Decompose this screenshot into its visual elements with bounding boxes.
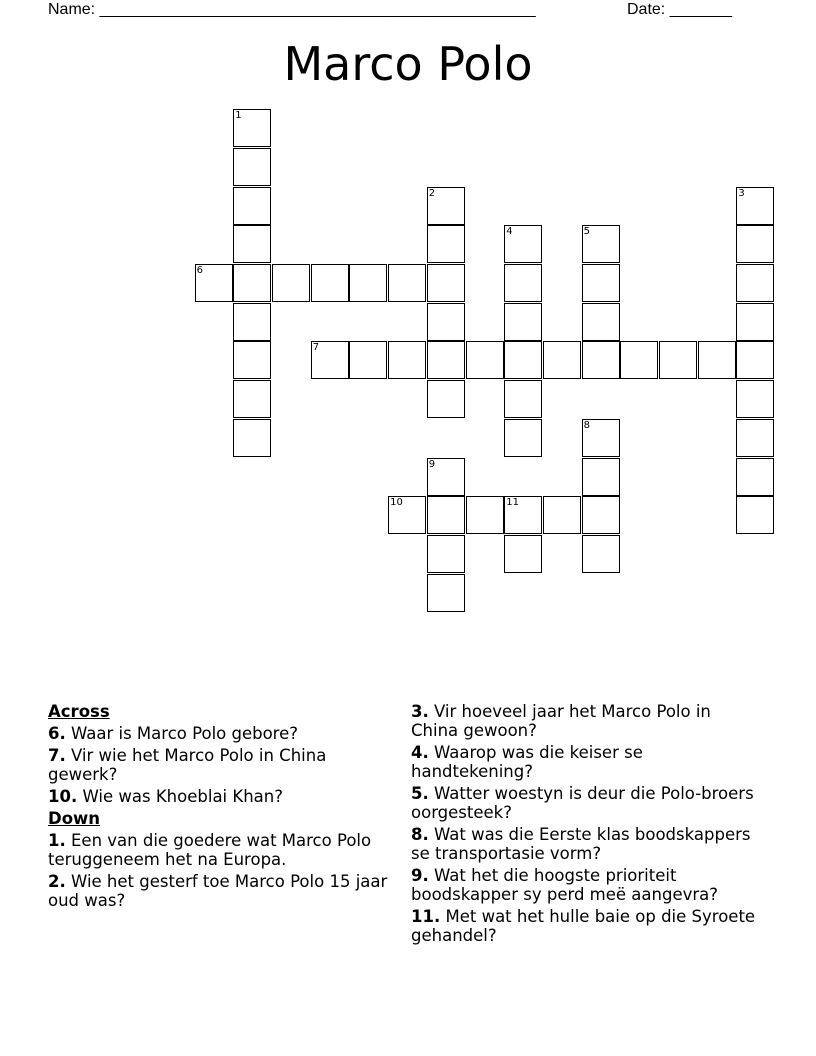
- clue-text: Wat het die hoogste prioriteit boodskapper sy perd meë aangevra?: [411, 866, 719, 904]
- cell-number: 3: [738, 187, 745, 199]
- clue-number: 6.: [48, 724, 66, 743]
- clue-across-10: [48, 787, 388, 806]
- cell-number: 7: [312, 342, 320, 354]
- cell-number: 6: [196, 265, 203, 276]
- grid-cell[interactable]: [233, 187, 271, 225]
- grid-cell[interactable]: [620, 341, 658, 379]
- clue-text: Een van die goedere wat Marco Polo teruggeneem het na Europa.: [48, 831, 372, 869]
- grid-cell[interactable]: [736, 341, 774, 379]
- page-title: Marco Polo: [283, 37, 533, 91]
- grid-cell[interactable]: [427, 496, 465, 534]
- grid-cell[interactable]: [504, 264, 542, 302]
- clue-number: 4.: [411, 743, 429, 762]
- grid-cell[interactable]: [233, 264, 271, 302]
- clue-down-4: [411, 743, 756, 781]
- grid-cell[interactable]: [504, 303, 542, 341]
- grid-cell[interactable]: [736, 225, 774, 263]
- clue-text: Wie het gesterf toe Marco Polo 15 jaar oud was?: [48, 872, 388, 910]
- grid-cell-1[interactable]: [233, 109, 271, 147]
- cell-number: 4: [506, 226, 513, 238]
- clue-number: 10.: [48, 787, 78, 806]
- clue-number: 1.: [48, 831, 66, 850]
- grid-cell-3[interactable]: [736, 187, 774, 225]
- clue-down-1: [48, 831, 388, 869]
- grid-cell[interactable]: [659, 341, 697, 379]
- clue-down-3: [411, 702, 756, 740]
- clue-number: 8.: [411, 825, 429, 844]
- grid-cell[interactable]: [698, 341, 736, 379]
- grid-cell[interactable]: [736, 419, 774, 457]
- cell-number: 2: [428, 187, 436, 199]
- down-heading: Down: [48, 809, 101, 828]
- date-field: Date: _______: [627, 1, 732, 18]
- grid-cell-11[interactable]: [504, 496, 542, 534]
- cell-number: 10: [390, 497, 403, 509]
- grid-cell[interactable]: [504, 341, 542, 379]
- clue-across-6: [48, 724, 388, 743]
- grid-cell[interactable]: [736, 264, 774, 302]
- grid-cell-5[interactable]: [582, 225, 620, 263]
- grid-cell-7[interactable]: [311, 341, 349, 379]
- grid-cell[interactable]: [233, 225, 271, 263]
- clue-text: Met wat het hulle baie op die Syroete gehandel?: [411, 907, 756, 945]
- clue-down-11: [411, 907, 756, 945]
- grid-cell[interactable]: [349, 341, 387, 379]
- clue-text: Watter woestyn is deur die Polo-broers oorgesteek?: [411, 784, 754, 822]
- grid-cell-6[interactable]: [195, 264, 233, 302]
- grid-cell[interactable]: [233, 380, 271, 418]
- grid-cell[interactable]: [504, 380, 542, 418]
- grid-cell[interactable]: [427, 341, 465, 379]
- clues-right-column: [411, 702, 756, 948]
- grid-cell[interactable]: [736, 458, 774, 496]
- grid-cell[interactable]: [582, 496, 620, 534]
- clue-text: Vir wie het Marco Polo in China gewerk?: [48, 746, 327, 784]
- clue-number: 9.: [411, 866, 429, 885]
- grid-cell-9[interactable]: [427, 458, 465, 496]
- grid-cell[interactable]: [233, 148, 271, 186]
- grid-cell[interactable]: [427, 380, 465, 418]
- cell-number: 1: [235, 110, 242, 122]
- grid-cell-8[interactable]: [582, 419, 620, 457]
- grid-cell[interactable]: [582, 341, 620, 379]
- name-field: Name: _________________________________________________: [48, 1, 536, 18]
- grid-cell[interactable]: [272, 264, 310, 302]
- clue-down-9: [411, 866, 756, 904]
- clue-number: 2.: [48, 872, 66, 891]
- grid-cell[interactable]: [427, 225, 465, 263]
- clue-down-2: [48, 872, 388, 910]
- grid-cell[interactable]: [582, 458, 620, 496]
- grid-cell-2[interactable]: [427, 187, 465, 225]
- grid-cell[interactable]: [466, 341, 504, 379]
- clue-number: 7.: [48, 746, 66, 765]
- grid-cell[interactable]: [388, 264, 426, 302]
- grid-cell[interactable]: [349, 264, 387, 302]
- cell-number: 9: [428, 458, 436, 470]
- grid-cell[interactable]: [736, 303, 774, 341]
- clue-text: Waarop was die keiser se handtekening?: [411, 743, 643, 781]
- grid-cell[interactable]: [543, 496, 581, 534]
- grid-cell[interactable]: [582, 303, 620, 341]
- grid-cell[interactable]: [543, 341, 581, 379]
- grid-cell[interactable]: [427, 574, 465, 612]
- clue-down-5: [411, 784, 756, 822]
- grid-cell[interactable]: [427, 303, 465, 341]
- clues-left-column: [48, 702, 388, 913]
- cell-number: 5: [583, 226, 590, 238]
- clue-text: Wie was Khoeblai Khan?: [77, 787, 283, 806]
- across-heading: Across: [48, 702, 110, 721]
- clue-text: Vir hoeveel jaar het Marco Polo in China gewoon?: [411, 702, 711, 740]
- grid-cell[interactable]: [233, 341, 271, 379]
- grid-cell[interactable]: [388, 341, 426, 379]
- grid-cell[interactable]: [233, 419, 271, 457]
- grid-cell[interactable]: [736, 380, 774, 418]
- grid-cell[interactable]: [582, 264, 620, 302]
- clue-text: Wat was die Eerste klas boodskappers se transportasie vorm?: [411, 825, 751, 863]
- clue-across-7: [48, 746, 388, 784]
- clue-text: Waar is Marco Polo gebore?: [65, 724, 299, 743]
- grid-cell[interactable]: [311, 264, 349, 302]
- clue-number: 11.: [411, 907, 441, 926]
- grid-cell-10[interactable]: [388, 496, 426, 534]
- grid-cell[interactable]: [466, 496, 504, 534]
- grid-cell[interactable]: [504, 419, 542, 457]
- clue-number: 3.: [411, 702, 429, 721]
- clue-down-8: [411, 825, 756, 863]
- grid-cell-4[interactable]: [504, 225, 542, 263]
- cell-number: 8: [583, 419, 590, 431]
- grid-cell[interactable]: [582, 535, 620, 573]
- clue-number: 5.: [411, 784, 429, 803]
- grid-cell[interactable]: [504, 535, 542, 573]
- grid-cell[interactable]: [427, 535, 465, 573]
- grid-cell[interactable]: [233, 303, 271, 341]
- grid-cell[interactable]: [427, 264, 465, 302]
- grid-cell[interactable]: [736, 496, 774, 534]
- cell-number: 11: [506, 497, 519, 509]
